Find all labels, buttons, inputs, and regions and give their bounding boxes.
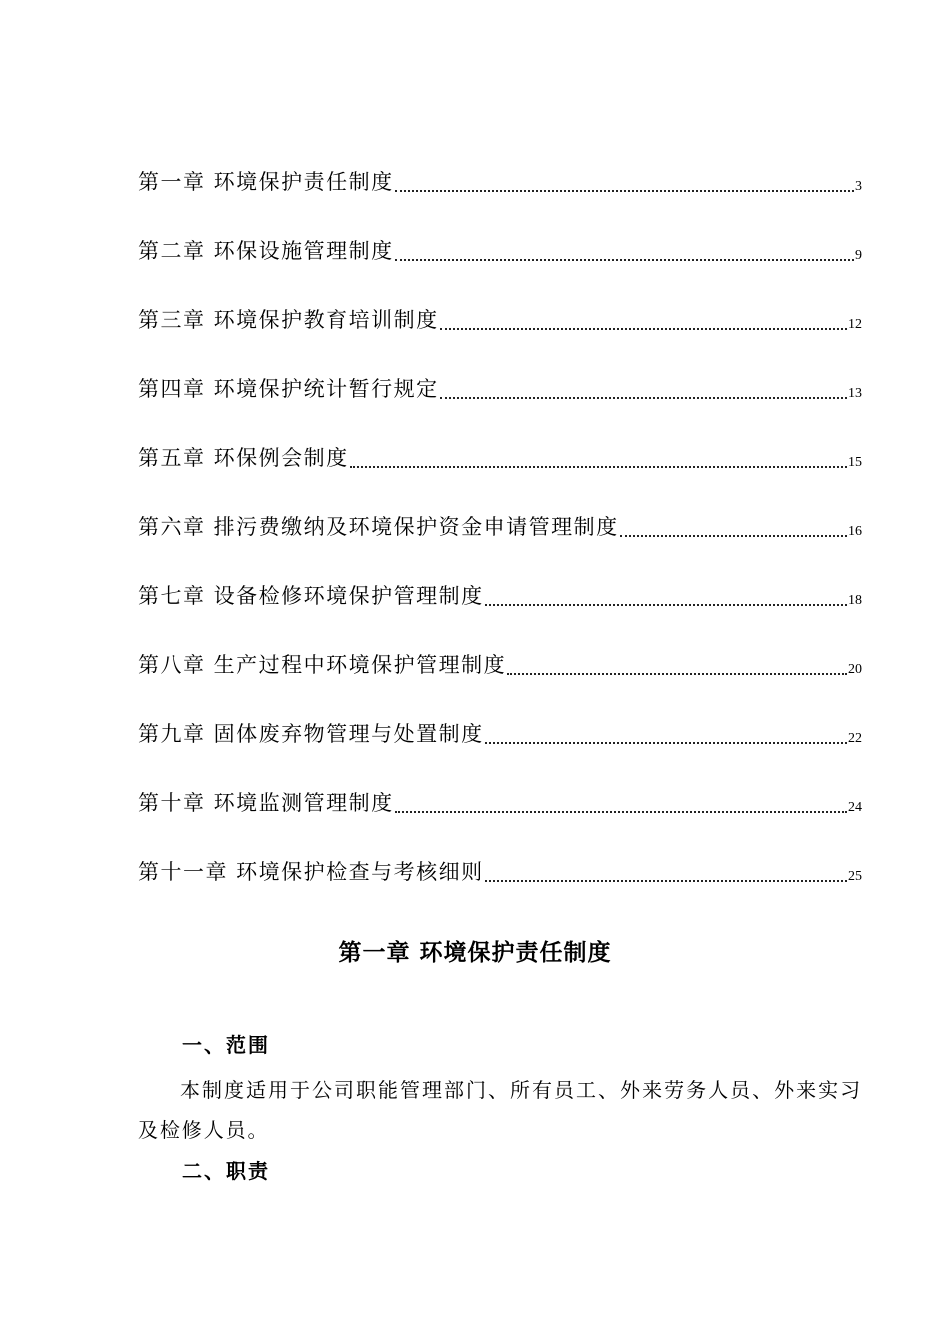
toc-dot-leader <box>620 535 847 537</box>
toc-entry[interactable] <box>138 201 862 270</box>
scope-paragraph: 本制度适用于公司职能管理部门、所有员工、外来劳务人员、外来实习及检修人员。 <box>138 1078 862 1142</box>
toc-entry-page: 22 <box>848 731 862 746</box>
toc-entry[interactable] <box>138 546 862 615</box>
chapter-title: 第一章 环境保护责任制度 <box>338 939 612 966</box>
toc-dot-leader <box>350 466 847 468</box>
toc-entry-title: 第七章 设备检修环境保护管理制度 <box>138 584 484 608</box>
toc-entry-title: 第八章 生产过程中环境保护管理制度 <box>138 653 507 677</box>
toc-entry[interactable] <box>138 684 862 753</box>
toc-entry-title: 第十章 环境监测管理制度 <box>138 791 394 815</box>
toc-entry[interactable] <box>138 753 862 822</box>
toc-dot-leader <box>485 742 847 744</box>
toc-entry-page: 3 <box>855 179 862 194</box>
toc-entry[interactable] <box>138 615 862 684</box>
toc-entry[interactable] <box>138 822 862 891</box>
toc-dot-leader <box>485 880 847 882</box>
toc-entry-title: 第九章 固体废弃物管理与处置制度 <box>138 722 484 746</box>
toc-entry-title: 第四章 环境保护统计暂行规定 <box>138 377 439 401</box>
toc-entry-title: 第五章 环保例会制度 <box>138 446 349 470</box>
toc-dot-leader <box>440 328 847 330</box>
toc-entry-title: 第一章 环境保护责任制度 <box>138 170 394 194</box>
toc-entry-page: 18 <box>848 593 862 608</box>
section-heading-duties: 二、职责 <box>182 1159 270 1183</box>
table-of-contents <box>138 132 862 891</box>
toc-dot-leader <box>395 259 854 261</box>
toc-dot-leader <box>507 673 847 675</box>
toc-entry-title: 第二章 环保设施管理制度 <box>138 239 394 263</box>
toc-entry-title: 第十一章 环境保护检查与考核细则 <box>138 860 484 884</box>
toc-entry-page: 13 <box>848 386 862 401</box>
toc-entry-page: 25 <box>848 869 862 884</box>
toc-entry-page: 16 <box>848 524 862 539</box>
toc-entry-page: 24 <box>848 800 862 815</box>
toc-entry-title: 第六章 排污费缴纳及环境保护资金申请管理制度 <box>138 515 619 539</box>
section-heading-scope: 一、范围 <box>182 1033 270 1057</box>
toc-entry[interactable] <box>138 132 862 201</box>
toc-entry-page: 9 <box>855 248 862 263</box>
toc-entry-page: 20 <box>848 662 862 677</box>
toc-dot-leader <box>395 190 854 192</box>
toc-entry[interactable] <box>138 477 862 546</box>
toc-entry-page: 12 <box>848 317 862 332</box>
toc-entry[interactable] <box>138 339 862 408</box>
toc-dot-leader <box>440 397 847 399</box>
toc-entry[interactable] <box>138 408 862 477</box>
toc-dot-leader <box>485 604 847 606</box>
toc-entry-title: 第三章 环境保护教育培训制度 <box>138 308 439 332</box>
toc-entry[interactable] <box>138 270 862 339</box>
toc-dot-leader <box>395 811 847 813</box>
toc-entry-page: 15 <box>848 455 862 470</box>
